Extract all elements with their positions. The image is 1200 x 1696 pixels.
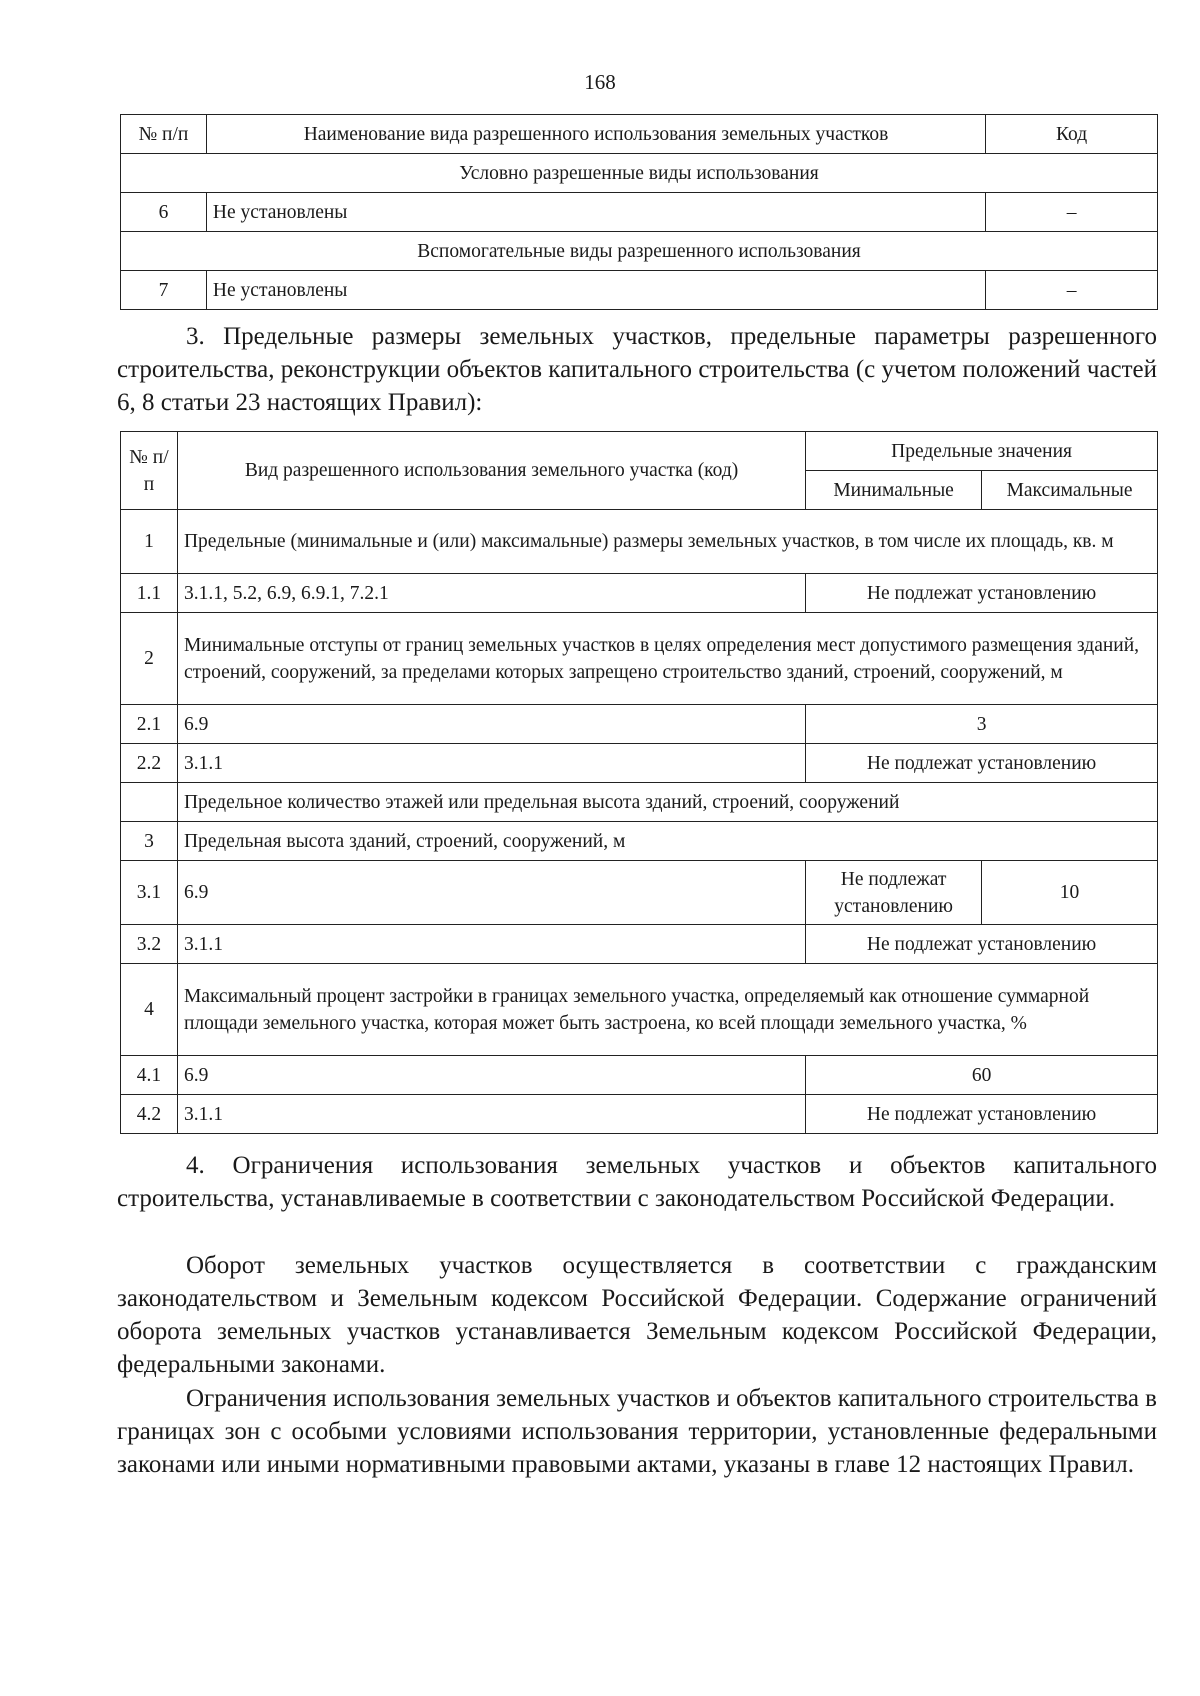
- section-title-row: [121, 154, 1158, 193]
- row-max: 10: [982, 861, 1158, 925]
- section-4-paragraph-2: Ограничения использования земельных участков и объектов капитального строительства в границах зон с особыми условиями использования территории, установленные федеральными законами или иными нормативными правовыми актами, указаны в главе 12 настоящих Правил.: [117, 1385, 1157, 1478]
- row-text: Предельное количество этажей или предельная высота зданий, строений, сооружений: [177, 783, 1157, 822]
- limits-table: [120, 431, 1158, 1134]
- section-4-heading: 4. Ограничения использования земельных участков и объектов капитального строительства, устанавливаемые в соответствии с законодательством Российской Федерации.: [117, 1152, 1157, 1212]
- row-text: Минимальные отступы от границ земельных участков в целях определения мест допустимого размещения зданий, строений, сооружений, за пределами которых запрещено строительство зданий, строений, сооружений, м: [177, 613, 1157, 705]
- row-value: 3: [806, 705, 1158, 744]
- row-num: 2.1: [121, 705, 178, 744]
- table-row: [121, 822, 1158, 861]
- row-num: 4.2: [121, 1095, 178, 1134]
- table-row: [121, 510, 1158, 574]
- row-min: Не подлежат установлению: [806, 861, 982, 925]
- row-text: Максимальный процент застройки в границах земельного участка, определяемый как отношение суммарной площади земельного участка, которая может быть застроена, ко всей площади земельного участка, %: [177, 964, 1157, 1056]
- table-row: [121, 925, 1158, 964]
- row-value: 60: [806, 1056, 1158, 1095]
- table-row: [121, 193, 1158, 232]
- section-3-heading: 3. Предельные размеры земельных участков, предельные параметры разрешенного строительства, реконструкции объектов капитального строительства (с учетом положений частей 6, 8 статьи 23 настоящих Правил):: [117, 323, 1157, 416]
- row-num-empty: [121, 783, 178, 822]
- table-row: [121, 744, 1158, 783]
- row-num: 3.1: [121, 861, 178, 925]
- row-value: Не подлежат установлению: [806, 574, 1158, 613]
- row-num: 1.1: [121, 574, 178, 613]
- row-code: 6.9: [177, 705, 805, 744]
- row-num: 7: [121, 271, 207, 310]
- header-limits: Предельные значения: [806, 432, 1158, 471]
- table-row: [121, 964, 1158, 1056]
- header-code: Код: [986, 115, 1158, 154]
- row-code: 3.1.1, 5.2, 6.9, 6.9.1, 7.2.1: [177, 574, 805, 613]
- header-type: Вид разрешенного использования земельного участка (код): [177, 432, 805, 510]
- header-name: Наименование вида разрешенного использования земельных участков: [206, 115, 985, 154]
- row-code: 3.1.1: [177, 1095, 805, 1134]
- row-value: Не подлежат установлению: [806, 1095, 1158, 1134]
- row-code: 6.9: [177, 1056, 805, 1095]
- row-num: 4: [121, 964, 178, 1056]
- permitted-use-table: [120, 114, 1158, 310]
- row-name: Не установлены: [206, 271, 985, 310]
- row-value: Не подлежат установлению: [806, 925, 1158, 964]
- row-value: Не подлежат установлению: [806, 744, 1158, 783]
- section-4-paragraph-1: Оборот земельных участков осуществляется в соответствии с гражданским законодательством и Земельным кодексом Российской Федерации. Содержание ограничений оборота земельных участков устанавливается Земельным кодексом Российской Федерации, федеральными законами.: [117, 1252, 1157, 1378]
- row-text: Предельная высота зданий, строений, сооружений, м: [177, 822, 1157, 861]
- row-num: 3.2: [121, 925, 178, 964]
- section-title-row: [121, 232, 1158, 271]
- row-num: 1: [121, 510, 178, 574]
- section-title: Условно разрешенные виды использования: [121, 154, 1158, 193]
- page-number: 168: [584, 70, 616, 94]
- header-num: № п/п: [121, 432, 178, 510]
- table-row: [121, 861, 1158, 925]
- table-header-row: [121, 115, 1158, 154]
- table-row: [121, 574, 1158, 613]
- row-code: –: [986, 271, 1158, 310]
- table-row: [121, 613, 1158, 705]
- table-row: [121, 271, 1158, 310]
- row-num: 2: [121, 613, 178, 705]
- row-code: 3.1.1: [177, 744, 805, 783]
- header-max: Максимальные: [982, 471, 1158, 510]
- row-num: 4.1: [121, 1056, 178, 1095]
- row-num: 3: [121, 822, 178, 861]
- row-num: 6: [121, 193, 207, 232]
- table-row: [121, 1056, 1158, 1095]
- table-row: [121, 705, 1158, 744]
- header-num: № п/п: [121, 115, 207, 154]
- header-min: Минимальные: [806, 471, 982, 510]
- table-header-row: [121, 432, 1158, 471]
- row-name: Не установлены: [206, 193, 985, 232]
- row-num: 2.2: [121, 744, 178, 783]
- table-row: [121, 1095, 1158, 1134]
- row-code: 3.1.1: [177, 925, 805, 964]
- row-code: –: [986, 193, 1158, 232]
- row-code: 6.9: [177, 861, 805, 925]
- row-text: Предельные (минимальные и (или) максимальные) размеры земельных участков, в том числе их площадь, кв. м: [177, 510, 1157, 574]
- table-row: [121, 783, 1158, 822]
- section-title: Вспомогательные виды разрешенного использования: [121, 232, 1158, 271]
